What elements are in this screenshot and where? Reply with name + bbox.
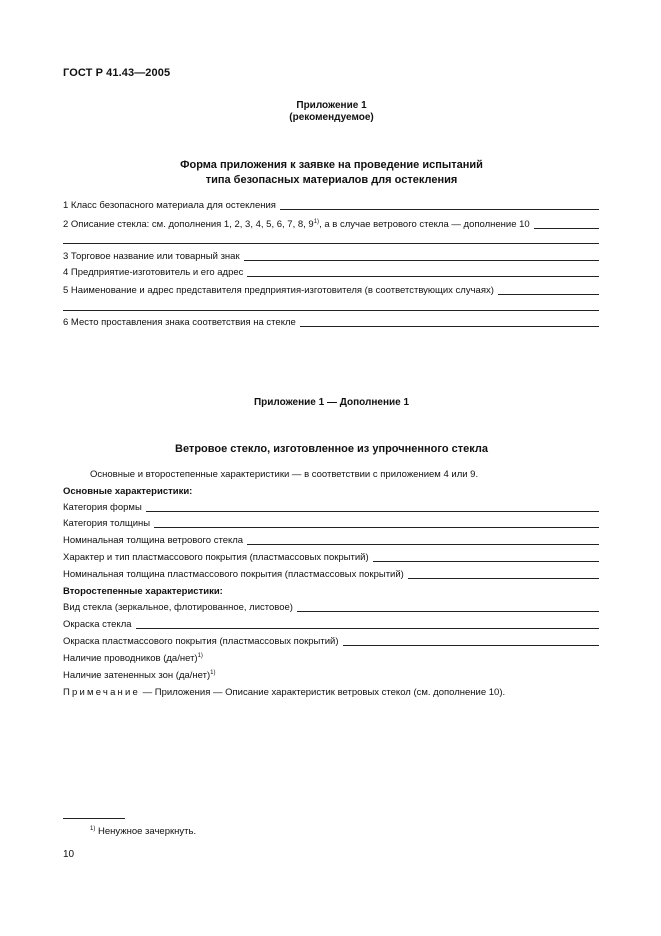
fill-line (408, 578, 599, 579)
secondary-item-label: Вид стекла (зеркальное, флотированное, листовое) (63, 602, 293, 613)
secondary-item-3 (63, 636, 599, 648)
main-item-label: Характер и тип пластмассового покрытия (пластмассовых покрытий) (63, 552, 369, 563)
shaded-zones-presence: Наличие затененных зон $(да/нет)^{1)}$ (63, 670, 216, 681)
form-title-line-1: Форма приложения к заявке на проведение испытаний (180, 159, 483, 171)
appendix-title: Приложение 1 (296, 100, 367, 111)
form-item-3 (63, 251, 599, 263)
main-item-3 (63, 535, 599, 547)
fill-line (373, 561, 599, 562)
fill-line (136, 628, 599, 629)
form-item-label: 4 Предприятие-изготовитель и его адрес (63, 267, 244, 278)
form-item-1 (63, 200, 599, 212)
fill-line (247, 276, 599, 277)
fill-line (300, 326, 599, 327)
secondary-item-label: Окраска стекла (63, 619, 132, 630)
fill-line (154, 527, 599, 528)
fill-line (343, 645, 600, 646)
secondary-characteristics-heading: Второстепенные характеристики: (63, 586, 223, 597)
addendum-title: Приложение 1 — Дополнение 1 (253, 397, 410, 408)
fill-line (146, 511, 599, 512)
fill-line (297, 611, 599, 612)
main-item-label: Категория толщины (63, 518, 151, 529)
page-number: 10 (63, 849, 75, 860)
main-characteristics-heading: Основные характеристики: (63, 486, 193, 497)
form-item-label: 2 Описание стекла: см. дополнения 1, 2, 3, 4, 5, 6, 7, 8, 9$^{1)}$, а в случае ветрового стекла — дополнение 10 (63, 219, 530, 230)
main-item-4 (63, 552, 599, 564)
form-item-label: 5 Наименование и адрес представителя предприятия-изготовителя (в соответствующих случаях) (63, 285, 494, 296)
addendum-note: Примечание — Приложения — Описание характеристик ветровых стекол (см. дополнение 10). (63, 687, 506, 698)
footnote-separator (63, 818, 125, 819)
main-item-label: Категория формы (63, 502, 142, 513)
appendix-subtitle: (рекомендуемое) (289, 112, 374, 123)
form-title-line-2: типа безопасных материалов для остекления (205, 174, 458, 186)
blank-line (63, 243, 599, 244)
secondary-item-label: Окраска пластмассового покрытия (пластмассовых покрытий) (63, 636, 339, 647)
fill-line (498, 294, 599, 295)
form-item-5 (63, 285, 599, 297)
form-item-4 (63, 267, 599, 279)
addendum-subtitle: Ветровое стекло, изготовленное из упрочненного стекла (175, 443, 488, 455)
fill-line (247, 544, 599, 545)
form-item-label: 1 Класс безопасного материала для остекления (63, 200, 276, 211)
secondary-item-2 (63, 619, 599, 631)
form-item-6 (63, 317, 599, 329)
addendum-intro: Основные и второстепенные характеристики — в соответствии с приложением 4 или 9. (90, 469, 479, 480)
main-item-1 (63, 502, 599, 514)
form-item-label: 3 Торговое название или товарный знак (63, 251, 240, 262)
blank-line (63, 310, 599, 311)
form-item-label: 6 Место проставления знака соответствия на стекле (63, 317, 296, 328)
form-item-2 (63, 219, 599, 231)
main-item-2 (63, 518, 599, 530)
fill-line (280, 209, 599, 210)
main-item-label: Номинальная толщина ветрового стекла (63, 535, 244, 546)
conductors-presence: Наличие проводников $(да/нет)^{1)}$ (63, 653, 203, 664)
secondary-item-1 (63, 602, 599, 614)
fill-line (534, 228, 599, 229)
main-item-label: Номинальная толщина пластмассового покрытия (пластмассовых покрытий) (63, 569, 404, 580)
footnote: $^{1)}$ Ненужное зачеркнуть. (90, 826, 197, 837)
fill-line (244, 260, 599, 261)
main-item-5 (63, 569, 599, 581)
standard-code: ГОСТ Р 41.43—2005 (63, 67, 171, 79)
